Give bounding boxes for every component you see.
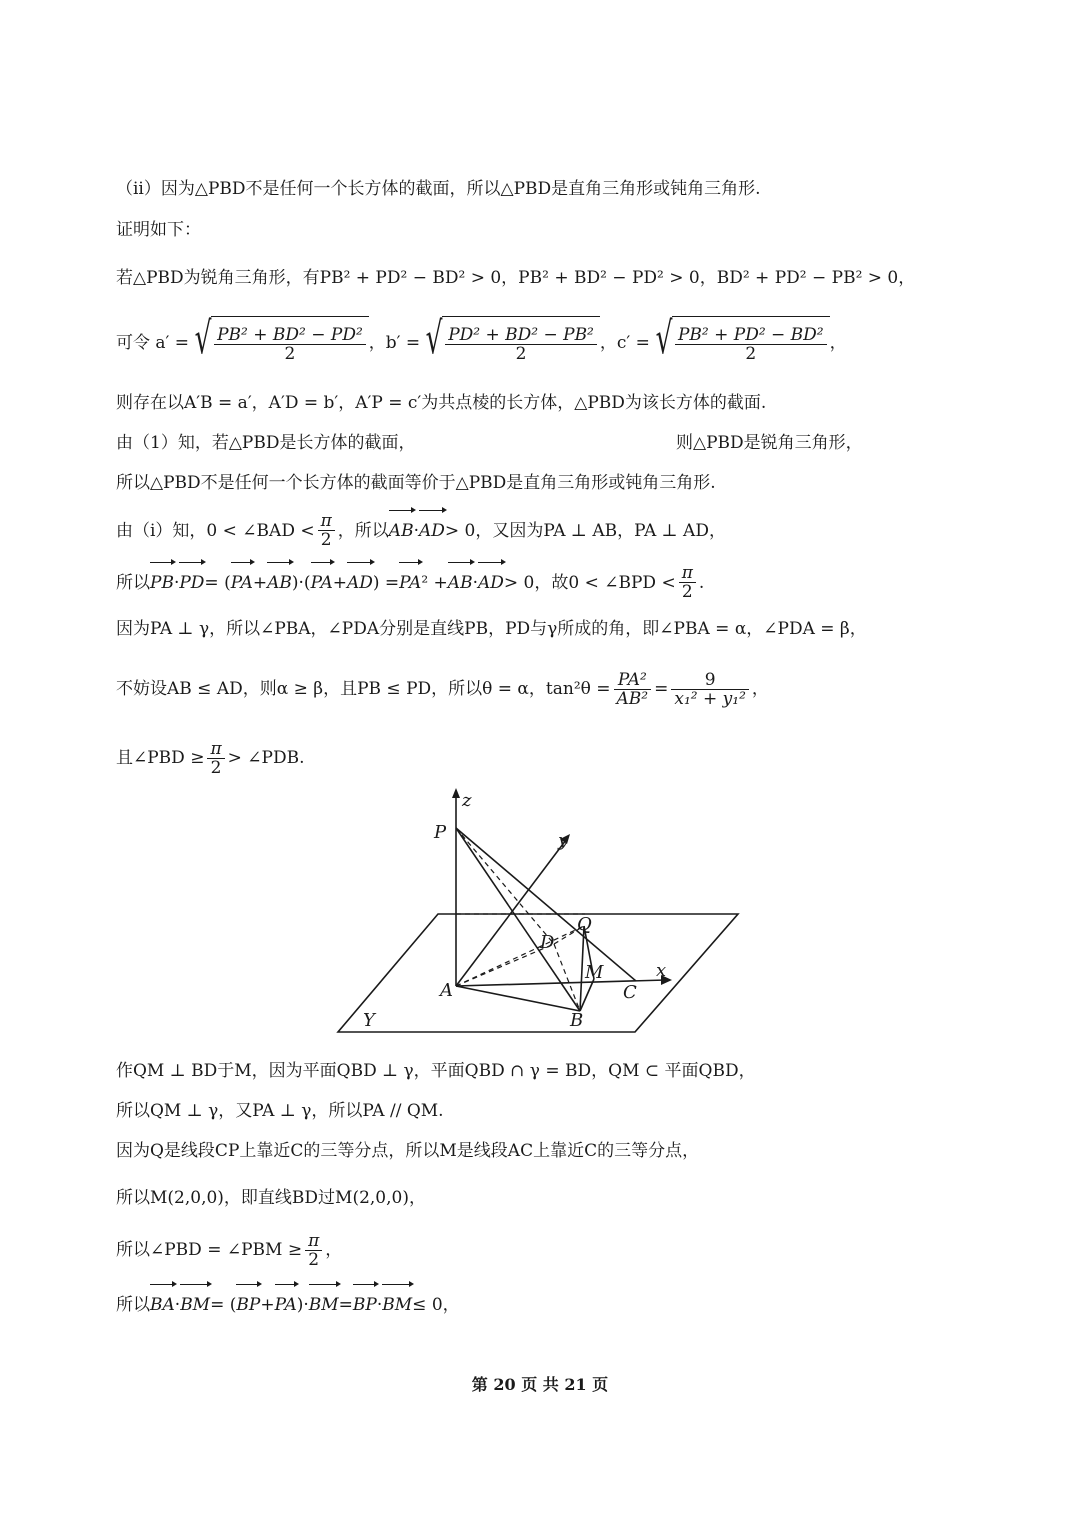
frac-c-numerator: PB² + PD² − BD² — [675, 326, 827, 345]
vector-ab: AB — [389, 510, 414, 551]
line-angles-alpha-beta: 因为PA ⊥ γ，所以∠PBA，∠PDA分别是直线PB，PD与γ所成的角，即∠PBA = α，∠PDA = β， — [116, 619, 867, 639]
frac-c-denominator: 2 — [745, 344, 757, 364]
line-tan-theta: 不妨设AB ≤ AD，则α ≥ β，且PB ≤ PD，所以θ = α，tan²θ = $\frac{\text{PA²}}{\text{AB²}}$ = $\frac{9}{\text{x₁² + y₁²}}$ ， — [116, 669, 769, 709]
frac-pi-over-2: $\frac{\pi}{2}$ — [305, 1232, 322, 1269]
vector-bp: BP — [236, 1284, 260, 1325]
text-let-a: 可令 a′ = — [116, 333, 190, 353]
text-part1-premise: 由（1）知，若△PBD是长方体的截面， — [116, 433, 416, 453]
vector-pb: PB — [150, 562, 174, 603]
text-angle-bad: 由（i）知，0 < ∠BAD < — [116, 520, 315, 541]
frac-b-numerator: PD² + BD² − PB² — [445, 326, 597, 345]
line-define-edges — [116, 313, 847, 370]
label-z: z — [462, 790, 472, 811]
line-qm-parallel: 所以QM ⊥ γ，又PA ⊥ γ，所以PA // QM. — [116, 1101, 444, 1121]
label-m: M — [585, 962, 604, 983]
edge-bq — [580, 926, 584, 1011]
line-pb-pd-dot: 所以 PB · PD = ( PA + AB )·( PA + AD ) = PA ² + AB · AD > 0，故0 < ∠BPD < $\frac{\pi}{2}$ . — [116, 563, 705, 602]
vector-bm: BM — [180, 1284, 210, 1325]
line-proof-heading: 证明如下： — [116, 220, 201, 240]
frac-a-denominator: 2 — [284, 344, 296, 364]
vector-pd: PD — [179, 562, 204, 603]
edge-ab — [456, 986, 580, 1011]
line-acute-condition: 若△PBD为锐角三角形，有PB² + PD² − BD² > 0，PB² + BD² − PD² > 0，BD² + PD² − PB² > 0， — [116, 268, 916, 288]
frac-pi-over-2: $\frac{\pi}{2}$ — [679, 564, 696, 601]
line-angle-bad: 由（i）知，0 < ∠BAD < $\frac{\pi}{2}$ ，所以 AB · AD > 0，又因为PA ⊥ AB，PA ⊥ AD， — [116, 511, 726, 550]
frac-b-denominator: 2 — [515, 344, 527, 364]
line-m-coordinates: 所以M(2,0,0)，即直线BD过M(2,0,0)， — [116, 1188, 426, 1208]
vector-ad: AD — [419, 510, 445, 551]
label-gamma: Υ — [363, 1010, 375, 1031]
frac-pi-over-2: $\frac{\pi}{2}$ — [207, 740, 224, 777]
text-part1-conclusion: 则△PBD是锐角三角形， — [676, 433, 863, 453]
plane-gamma — [338, 914, 738, 1032]
edge-pc — [456, 828, 636, 981]
text-let-c: ，c′ = — [599, 333, 650, 353]
frac-a-numerator: PB² + BD² − PD² — [214, 326, 366, 345]
text-perpendicular: > 0，又因为PA ⊥ AB，PA ⊥ AD， — [444, 520, 726, 541]
line-box-exists: 则存在以A′B = a′，A′D = b′，A′P = c′为共点棱的长方体，△PBD为该长方体的截面. — [116, 393, 767, 413]
label-x: x — [656, 960, 667, 981]
line-ii-claim: （ii）因为△PBD不是任何一个长方体的截面，所以△PBD是直角三角形或钝角三角形. — [116, 179, 761, 199]
line-ba-bm-dot: 所以 BA · BM = ( BP + PA )· BM = BP · BM ≤ 0， — [116, 1284, 460, 1325]
sqrt-a: √ $\frac{\text{PB² + BD² − PD²}}{2}$ — [189, 316, 369, 370]
text-comma: ， — [829, 333, 847, 353]
frac-9-over-xy: $\frac{9}{\text{x₁² + y₁²}}$ — [671, 671, 749, 708]
geometry-figure — [330, 786, 750, 1036]
frac-pi-over-2: $\frac{\pi}{2}$ — [318, 512, 335, 549]
z-arrow — [452, 788, 460, 798]
text-let-b: ，b′ = — [368, 333, 421, 353]
label-y: y — [558, 830, 569, 851]
label-p: P — [434, 822, 447, 843]
sqrt-b: √ $\frac{\text{PD² + BD² − PB²}}{2}$ — [420, 316, 600, 370]
y-axis — [456, 840, 566, 986]
line-trisection: 因为Q是线段CP上靠近C的三等分点，所以M是线段AC上靠近C的三等分点， — [116, 1141, 700, 1161]
edge-pd — [456, 828, 554, 944]
vector-pa: PA — [231, 562, 253, 603]
text-so: ，所以 — [337, 520, 389, 541]
label-a: A — [440, 980, 453, 1001]
line-construct-qm: 作QM ⊥ BD于M，因为平面QBD ⊥ γ，平面QBD ∩ γ = BD，QM ⊂ 平面QBD， — [116, 1061, 756, 1081]
edge-bm — [580, 979, 594, 1011]
label-b: B — [570, 1010, 584, 1031]
line-equivalence: 所以△PBD不是任何一个长方体的截面等价于△PBD是直角三角形或钝角三角形. — [116, 473, 716, 493]
sqrt-c: √ $\frac{\text{PB² + PD² − BD²}}{2}$ — [650, 316, 830, 370]
label-d: D — [540, 932, 555, 953]
edge-aq — [456, 926, 584, 986]
line-pbd-obtuse: 且∠PBD ≥ $\frac{\pi}{2}$ > ∠PDB. — [116, 738, 305, 778]
vector-ba: BA — [150, 1284, 175, 1325]
frac-pa-ab: $\frac{\text{PA²}}{\text{AB²}}$ — [614, 671, 652, 708]
line-from-part1 — [116, 432, 863, 454]
label-q: Q — [577, 914, 592, 935]
label-c: C — [623, 982, 637, 1003]
line-pbm-angle: 所以∠PBD = ∠PBM ≥ $\frac{\pi}{2}$ ， — [116, 1230, 343, 1270]
page-footer: 第 20 页 共 21 页 — [471, 1375, 609, 1394]
